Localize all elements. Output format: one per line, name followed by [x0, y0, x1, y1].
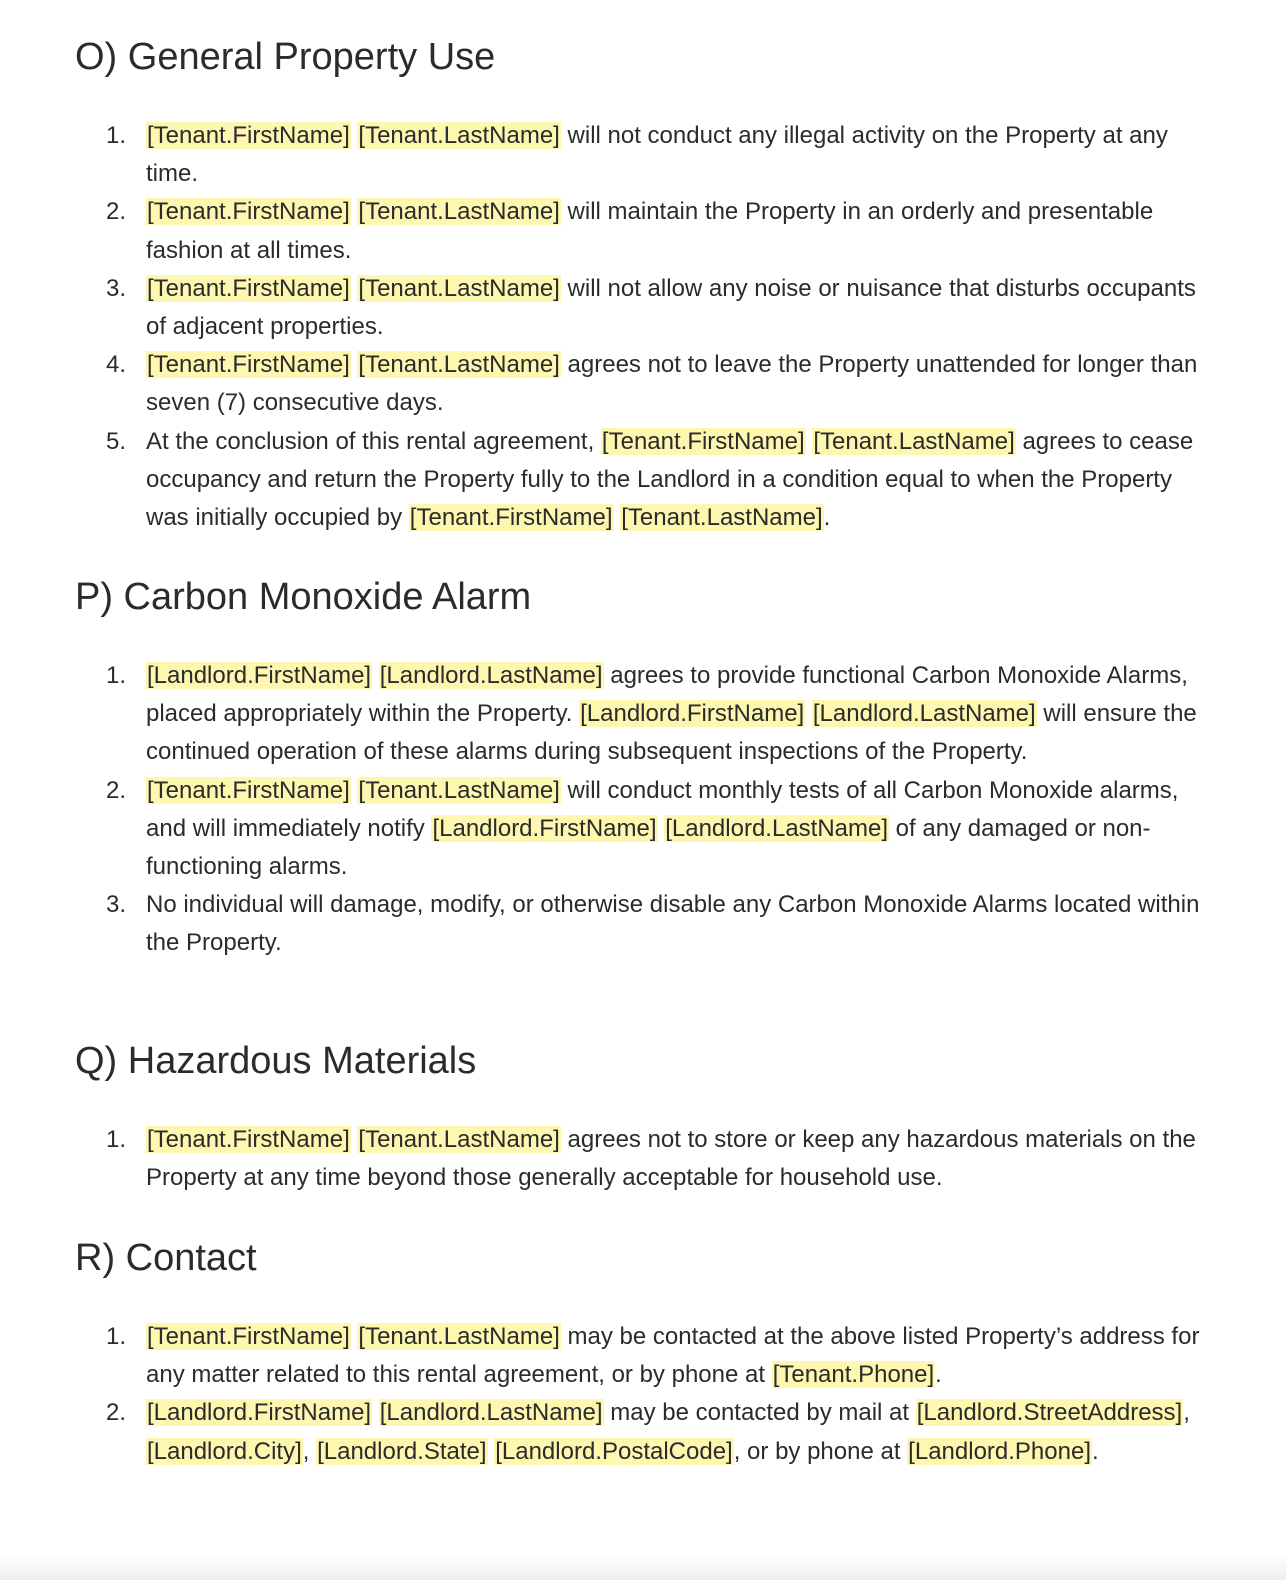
list-item-number: 3. [106, 891, 127, 919]
merge-field: [Tenant.LastName] [358, 122, 560, 149]
merge-field: [Tenant.LastName] [358, 776, 560, 804]
list-item-number: 4. [106, 351, 127, 379]
list-item-number: 1. [106, 122, 127, 149]
list-item [0, 657, 1212, 772]
list-item-number: 3. [106, 274, 127, 302]
list-item [0, 1394, 1212, 1470]
list-item-number: 1. [106, 662, 127, 689]
body-text: will not conduct any illegal activity on the Property at any time. [146, 122, 1168, 188]
list-item [0, 193, 1212, 269]
list-item [0, 1121, 1212, 1197]
merge-field: [Tenant.FirstName] [409, 504, 613, 532]
section-heading: O) General Property Use [75, 36, 496, 78]
section-item-list [0, 1121, 1286, 1197]
list-item-number: 1. [106, 1323, 127, 1350]
merge-field: [Landlord.FirstName] [147, 1399, 372, 1427]
body-text: may be contacted by mail at [603, 1399, 916, 1427]
section-heading: Q) Hazardous Materials [75, 1040, 477, 1082]
section-item-list [0, 1318, 1286, 1471]
body-text: , [1183, 1399, 1190, 1427]
body-text [372, 662, 379, 689]
merge-field: [Landlord.StreetAddress] [916, 1399, 1183, 1427]
body-text [805, 700, 812, 727]
body-text: . [935, 1361, 942, 1389]
merge-field: [Landlord.State] [317, 1437, 487, 1465]
list-item-number: 1. [106, 1126, 127, 1153]
merge-field: [Tenant.LastName] [358, 198, 560, 226]
merge-field: [Tenant.LastName] [358, 1323, 560, 1350]
merge-field: [Tenant.FirstName] [147, 1126, 350, 1153]
list-item [0, 772, 1212, 887]
merge-field: [Landlord.City] [147, 1437, 302, 1465]
merge-field: [Tenant.FirstName] [147, 776, 350, 804]
section-heading: R) Contact [75, 1237, 257, 1279]
merge-field: [Tenant.FirstName] [147, 198, 350, 226]
merge-field: [Tenant.LastName] [358, 1126, 560, 1153]
body-text: of any damaged or non-functioning alarms. [146, 814, 1151, 881]
list-item [0, 270, 1212, 346]
section-item-list [0, 657, 1286, 963]
body-text: , or by phone at [733, 1437, 908, 1465]
list-item-number: 2. [106, 198, 127, 226]
list-item [0, 886, 1212, 962]
body-text: may be contacted at the above listed Property’s address for any matter related to this rental agreement, or by phone at [146, 1323, 1200, 1389]
merge-field: [Tenant.LastName] [358, 274, 560, 302]
section-item-list [0, 117, 1286, 537]
list-item [0, 117, 1212, 193]
merge-field: [Landlord.LastName] [665, 814, 889, 842]
body-text: will conduct monthly tests of all Carbon Monoxide alarms, and will immediately notify [146, 776, 1179, 842]
list-item-number: 2. [106, 776, 127, 804]
body-text: . [1091, 1437, 1099, 1465]
body-text: agrees not to store or keep any hazardous materials on the Property at any time beyond those generally acceptable for household use. [146, 1126, 1196, 1192]
list-item [0, 1318, 1212, 1394]
merge-field: [Tenant.FirstName] [147, 351, 350, 379]
merge-field: [Landlord.FirstName] [580, 700, 805, 728]
merge-field: [Landlord.Phone] [908, 1437, 1091, 1465]
body-text: , [302, 1437, 317, 1465]
merge-field: [Landlord.PostalCode] [495, 1437, 733, 1465]
merge-field: [Tenant.FirstName] [147, 274, 350, 302]
merge-field: [Tenant.LastName] [813, 427, 1015, 455]
list-item [0, 346, 1212, 422]
merge-field: [Landlord.LastName] [812, 700, 1036, 728]
merge-field: [Tenant.FirstName] [147, 1323, 350, 1350]
list-item-number: 2. [106, 1399, 127, 1427]
body-text: agrees to cease occupancy and return the Property fully to the Landlord in a condition equal to when the Property was initially occupied by [146, 427, 1194, 532]
list-item-number: 5. [106, 427, 127, 455]
merge-field: [Tenant.FirstName] [147, 122, 350, 149]
merge-field: [Landlord.FirstName] [147, 662, 372, 689]
body-text: will maintain the Property in an orderly and presentable fashion at all times. [146, 198, 1154, 264]
body-text [372, 1399, 379, 1426]
body-text: will ensure the continued operation of these alarms during subsequent inspections of the Property. [146, 700, 1197, 766]
merge-field: [Tenant.LastName] [621, 504, 823, 532]
section-heading: P) Carbon Monoxide Alarm [75, 576, 532, 618]
body-text: No individual will damage, modify, or otherwise disable any Carbon Monoxide Alarms located within the Property. [146, 891, 1200, 957]
merge-field: [Tenant.LastName] [358, 351, 560, 379]
body-text: agrees to provide functional Carbon Monoxide Alarms, placed appropriately within the Property. [146, 662, 1188, 728]
merge-field: [Landlord.LastName] [379, 1399, 603, 1427]
merge-field: [Tenant.Phone] [772, 1361, 935, 1389]
body-text: . [823, 504, 831, 532]
bottom-edge-shadow [0, 1554, 1286, 1580]
merge-field: [Tenant.FirstName] [601, 427, 805, 455]
merge-field: [Landlord.LastName] [379, 662, 603, 689]
merge-field: [Landlord.FirstName] [432, 814, 657, 842]
body-text: At the conclusion of this rental agreement, [146, 427, 601, 455]
list-item [0, 423, 1212, 538]
body-text: agrees not to leave the Property unattended for longer than seven (7) consecutive days. [146, 351, 1198, 417]
body-text: will not allow any noise or nuisance that disturbs occupants of adjacent properties. [146, 274, 1196, 341]
